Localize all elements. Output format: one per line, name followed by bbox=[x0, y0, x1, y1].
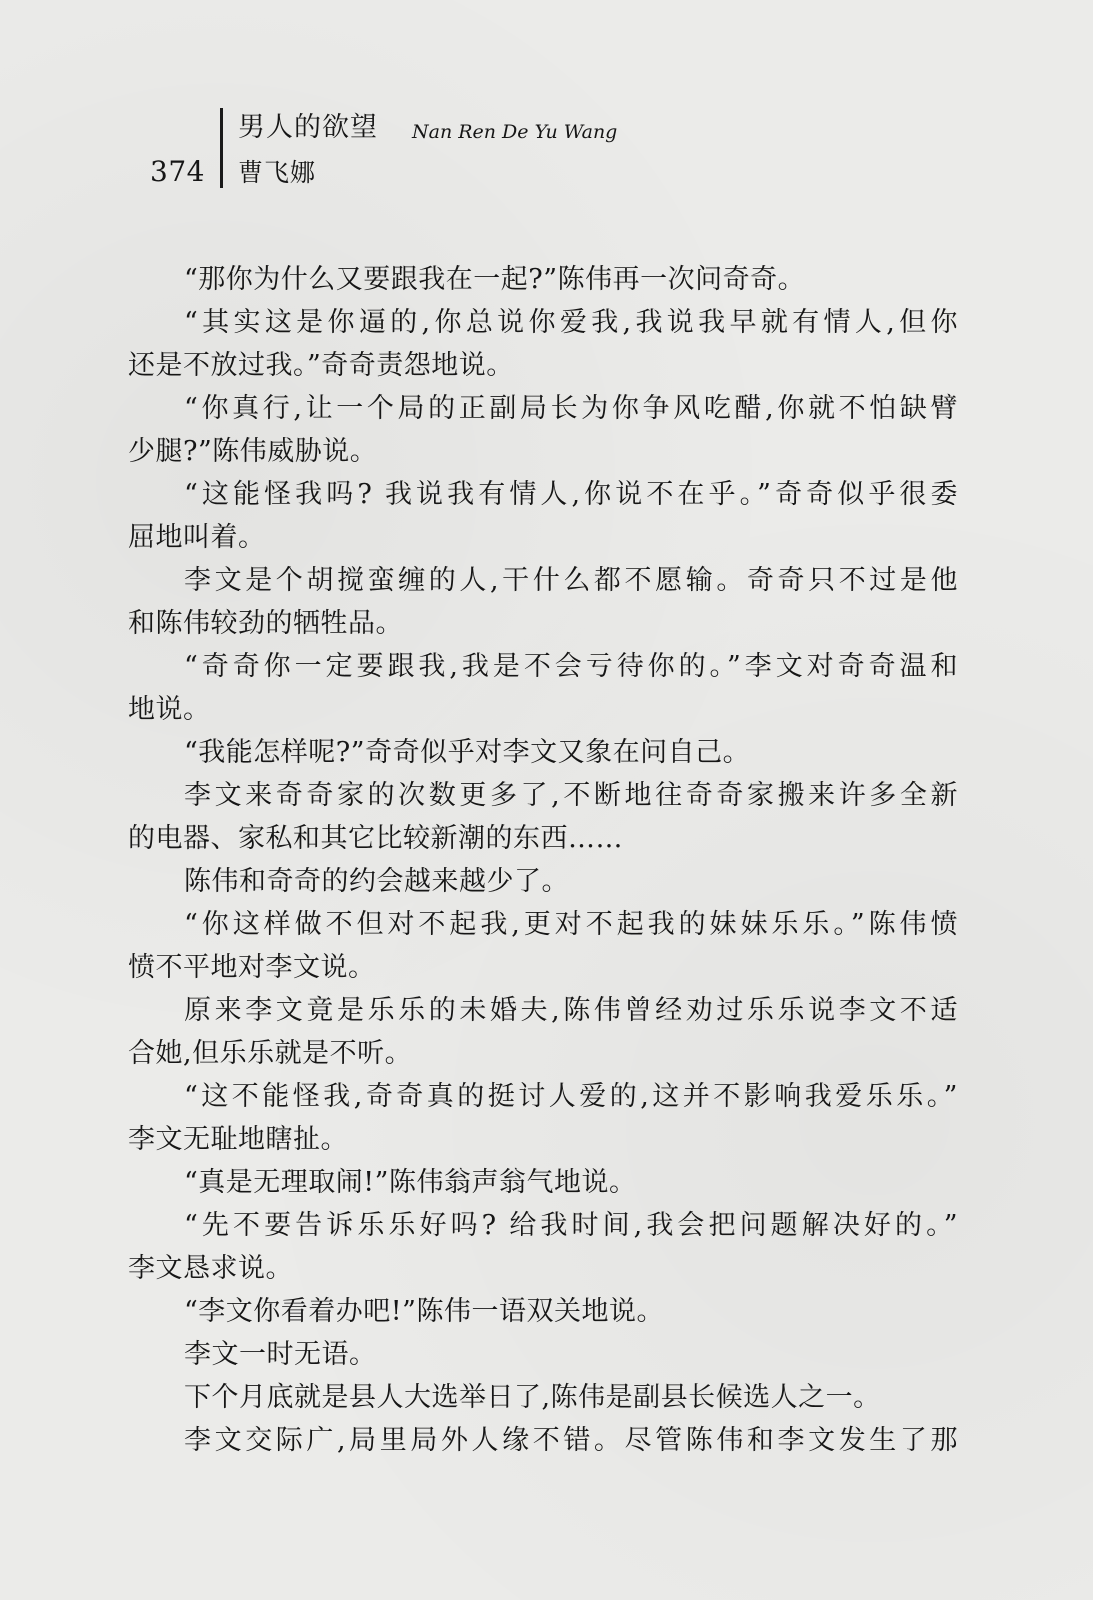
text-line: 李文恳求说。 bbox=[128, 1253, 293, 1284]
text-line: 下个月底就是县人大选举日了,陈伟是副县长候选人之一。 bbox=[184, 1382, 881, 1413]
text-line: “其实这是你逼的,你总说你爱我,我说我早就有情人,但你 bbox=[184, 307, 958, 338]
header-divider bbox=[220, 108, 223, 188]
text-line: 李文是个胡搅蛮缠的人,干什么都不愿输。奇奇只不过是他 bbox=[184, 565, 958, 596]
text-line: 李文一时无语。 bbox=[184, 1339, 377, 1370]
text-line: “真是无理取闹!”陈伟翁声翁气地说。 bbox=[184, 1167, 637, 1198]
text-line: 的电器、家私和其它比较新潮的东西…… bbox=[128, 823, 623, 854]
text-line: “奇奇你一定要跟我,我是不会亏待你的。”李文对奇奇温和 bbox=[184, 651, 958, 682]
text-line: “这能怪我吗? 我说我有情人,你说不在乎。”奇奇似乎很委 bbox=[184, 479, 958, 510]
text-line: 李文交际广,局里局外人缘不错。尽管陈伟和李文发生了那 bbox=[184, 1425, 958, 1456]
text-line: 李文来奇奇家的次数更多了,不断地往奇奇家搬来许多全新 bbox=[184, 780, 958, 811]
text-line: “那你为什么又要跟我在一起?”陈伟再一次问奇奇。 bbox=[184, 264, 806, 295]
author-name: 曹飞娜 bbox=[238, 158, 317, 187]
text-line: “我能怎样呢?”奇奇似乎对李文又象在问自己。 bbox=[184, 737, 751, 768]
text-line: 还是不放过我。”奇奇责怨地说。 bbox=[128, 350, 514, 381]
text-line: 少腿?”陈伟威胁说。 bbox=[128, 436, 378, 467]
text-line: 愤不平地对李文说。 bbox=[128, 952, 376, 983]
text-line: 屈地叫着。 bbox=[128, 522, 266, 553]
text-line: “这不能怪我,奇奇真的挺讨人爱的,这并不影响我爱乐乐。” bbox=[184, 1081, 958, 1112]
text-line: 李文无耻地瞎扯。 bbox=[128, 1124, 348, 1155]
text-line: “你真行,让一个局的正副局长为你争风吃醋,你就不怕缺臂 bbox=[184, 393, 958, 424]
text-line: “你这样做不但对不起我,更对不起我的妹妹乐乐。”陈伟愤 bbox=[184, 909, 958, 940]
text-line: 合她,但乐乐就是不听。 bbox=[128, 1038, 413, 1069]
text-line: 和陈伟较劲的牺牲品。 bbox=[128, 608, 403, 639]
text-line: 陈伟和奇奇的约会越来越少了。 bbox=[184, 866, 569, 897]
text-line: “李文你看着办吧!”陈伟一语双关地说。 bbox=[184, 1296, 664, 1327]
book-title: 男人的欲望 bbox=[238, 112, 378, 143]
page-number: 374 bbox=[150, 155, 205, 188]
body-text bbox=[128, 258, 958, 1462]
book-title-pinyin: Nan Ren De Yu Wang bbox=[412, 121, 618, 143]
running-header bbox=[150, 108, 750, 192]
text-line: “先不要告诉乐乐好吗? 给我时间,我会把问题解决好的。” bbox=[184, 1210, 958, 1241]
text-line: 地说。 bbox=[128, 694, 211, 725]
text-line: 原来李文竟是乐乐的未婚夫,陈伟曾经劝过乐乐说李文不适 bbox=[184, 995, 958, 1026]
